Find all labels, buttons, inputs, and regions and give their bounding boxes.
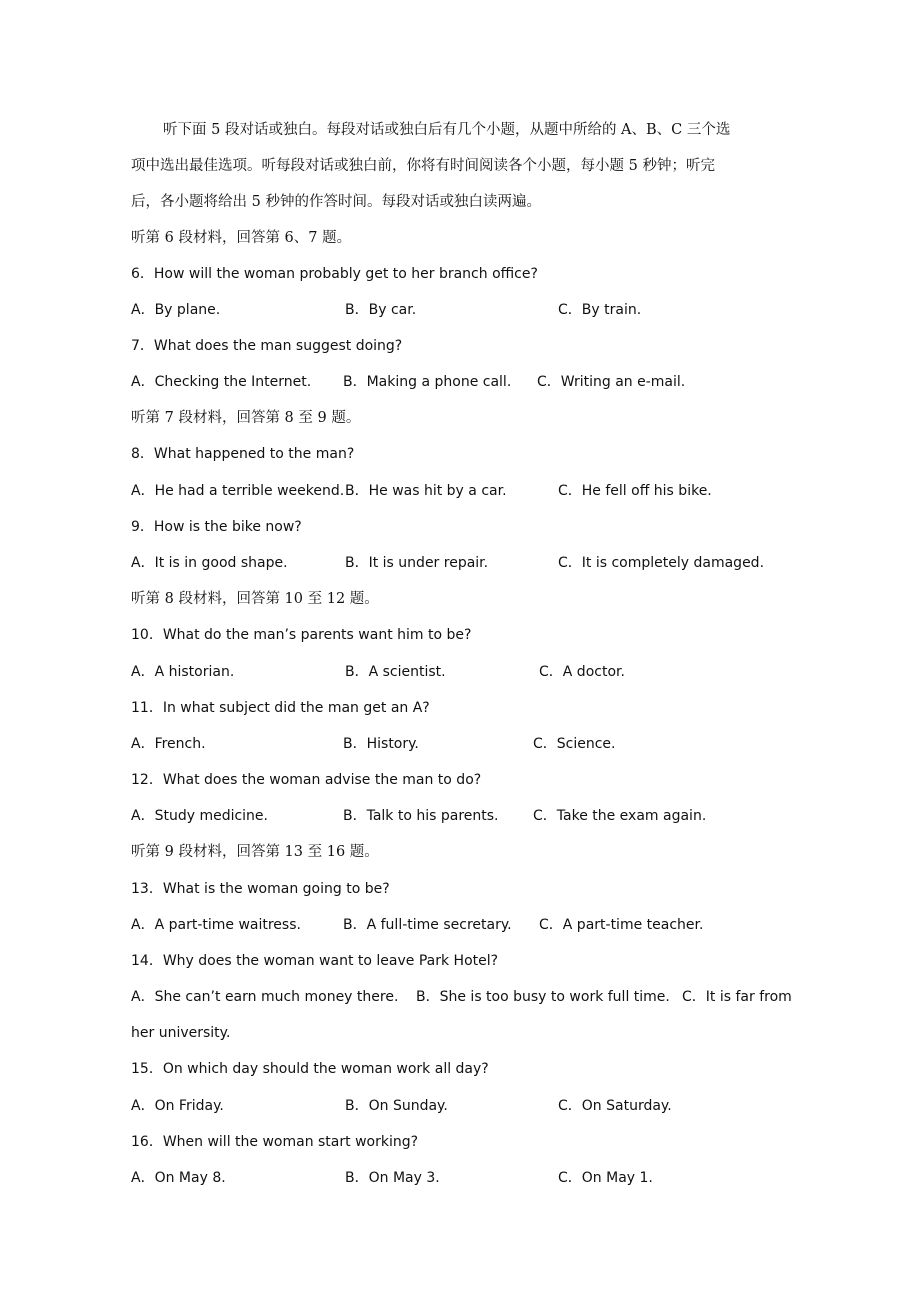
section-heading-8: 听第 8 段材料，回答第 10 至 12 题。 [131, 591, 379, 607]
question-16-stem: 16．When will the woman start working? [131, 1134, 419, 1150]
question-14-option-b: B．She is too busy to work full time. [416, 989, 670, 1005]
question-8-option-b: B．He was hit by a car. [345, 483, 507, 499]
question-7-stem: 7．What does the man suggest doing? [131, 338, 403, 354]
question-13-option-a: A．A part-time waitress. [131, 917, 301, 933]
question-13-option-c: C．A part-time teacher. [539, 917, 704, 933]
question-11-stem: 11．In what subject did the man get an A? [131, 700, 430, 716]
question-6-option-c: C．By train. [558, 302, 642, 318]
question-9-option-a: A．It is in good shape. [131, 555, 288, 571]
intro-line-2: 项中选出最佳选项。听每段对话或独白前，你将有时间阅读各个小题，每小题 5 秒钟；听完 [131, 158, 715, 174]
question-15-option-c: C．On Saturday. [558, 1098, 672, 1114]
section-heading-7: 听第 7 段材料，回答第 8 至 9 题。 [131, 410, 361, 426]
question-14-option-a: A．She can’t earn much money there. [131, 989, 399, 1005]
question-10-option-c: C．A doctor. [539, 664, 625, 680]
question-7-option-a: A．Checking the Internet. [131, 374, 312, 390]
question-9-option-c: C．It is completely damaged. [558, 555, 765, 571]
question-7-option-c: C．Writing an e-mail. [537, 374, 686, 390]
section-heading-9: 听第 9 段材料，回答第 13 至 16 题。 [131, 844, 379, 860]
question-11-option-c: C．Science. [533, 736, 616, 752]
question-8-option-a: A．He had a terrible weekend. [131, 483, 345, 499]
question-14-option-c-continued: her university. [131, 1025, 231, 1041]
question-15-option-b: B．On Sunday. [345, 1098, 448, 1114]
question-15-option-a: A．On Friday. [131, 1098, 224, 1114]
question-15-stem: 15．On which day should the woman work all day? [131, 1061, 489, 1077]
question-8-option-c: C．He fell off his bike. [558, 483, 712, 499]
question-6-option-b: B．By car. [345, 302, 417, 318]
question-7-option-b: B．Making a phone call. [343, 374, 512, 390]
question-12-option-c: C．Take the exam again. [533, 808, 707, 824]
question-9-option-b: B．It is under repair. [345, 555, 489, 571]
question-13-option-b: B．A full-time secretary. [343, 917, 512, 933]
section-heading-6: 听第 6 段材料，回答第 6、7 题。 [131, 230, 352, 246]
question-16-option-b: B．On May 3. [345, 1170, 440, 1186]
intro-line-3: 后，各小题将给出 5 秒钟的作答时间。每段对话或独白读两遍。 [131, 194, 541, 210]
question-10-option-b: B．A scientist. [345, 664, 446, 680]
question-12-stem: 12．What does the woman advise the man to do? [131, 772, 482, 788]
question-14-stem: 14．Why does the woman want to leave Park Hotel? [131, 953, 499, 969]
question-12-option-b: B．Talk to his parents. [343, 808, 499, 824]
question-11-option-b: B．History. [343, 736, 419, 752]
question-9-stem: 9．How is the bike now? [131, 519, 302, 535]
question-6-option-a: A．By plane. [131, 302, 221, 318]
question-16-option-a: A．On May 8. [131, 1170, 226, 1186]
question-10-stem: 10．What do the man’s parents want him to be? [131, 627, 472, 643]
question-10-option-a: A．A historian. [131, 664, 235, 680]
question-8-stem: 8．What happened to the man? [131, 446, 355, 462]
question-6-stem: 6．How will the woman probably get to her branch office? [131, 266, 538, 282]
question-11-option-a: A．French. [131, 736, 206, 752]
question-14-option-c: C．It is far from [682, 989, 792, 1005]
question-13-stem: 13．What is the woman going to be? [131, 881, 390, 897]
intro-line-1: 听下面 5 段对话或独白。每段对话或独白后有几个小题，从题中所给的 A、B、C 三个选 [163, 122, 731, 138]
question-12-option-a: A．Study medicine. [131, 808, 268, 824]
question-16-option-c: C．On May 1. [558, 1170, 653, 1186]
